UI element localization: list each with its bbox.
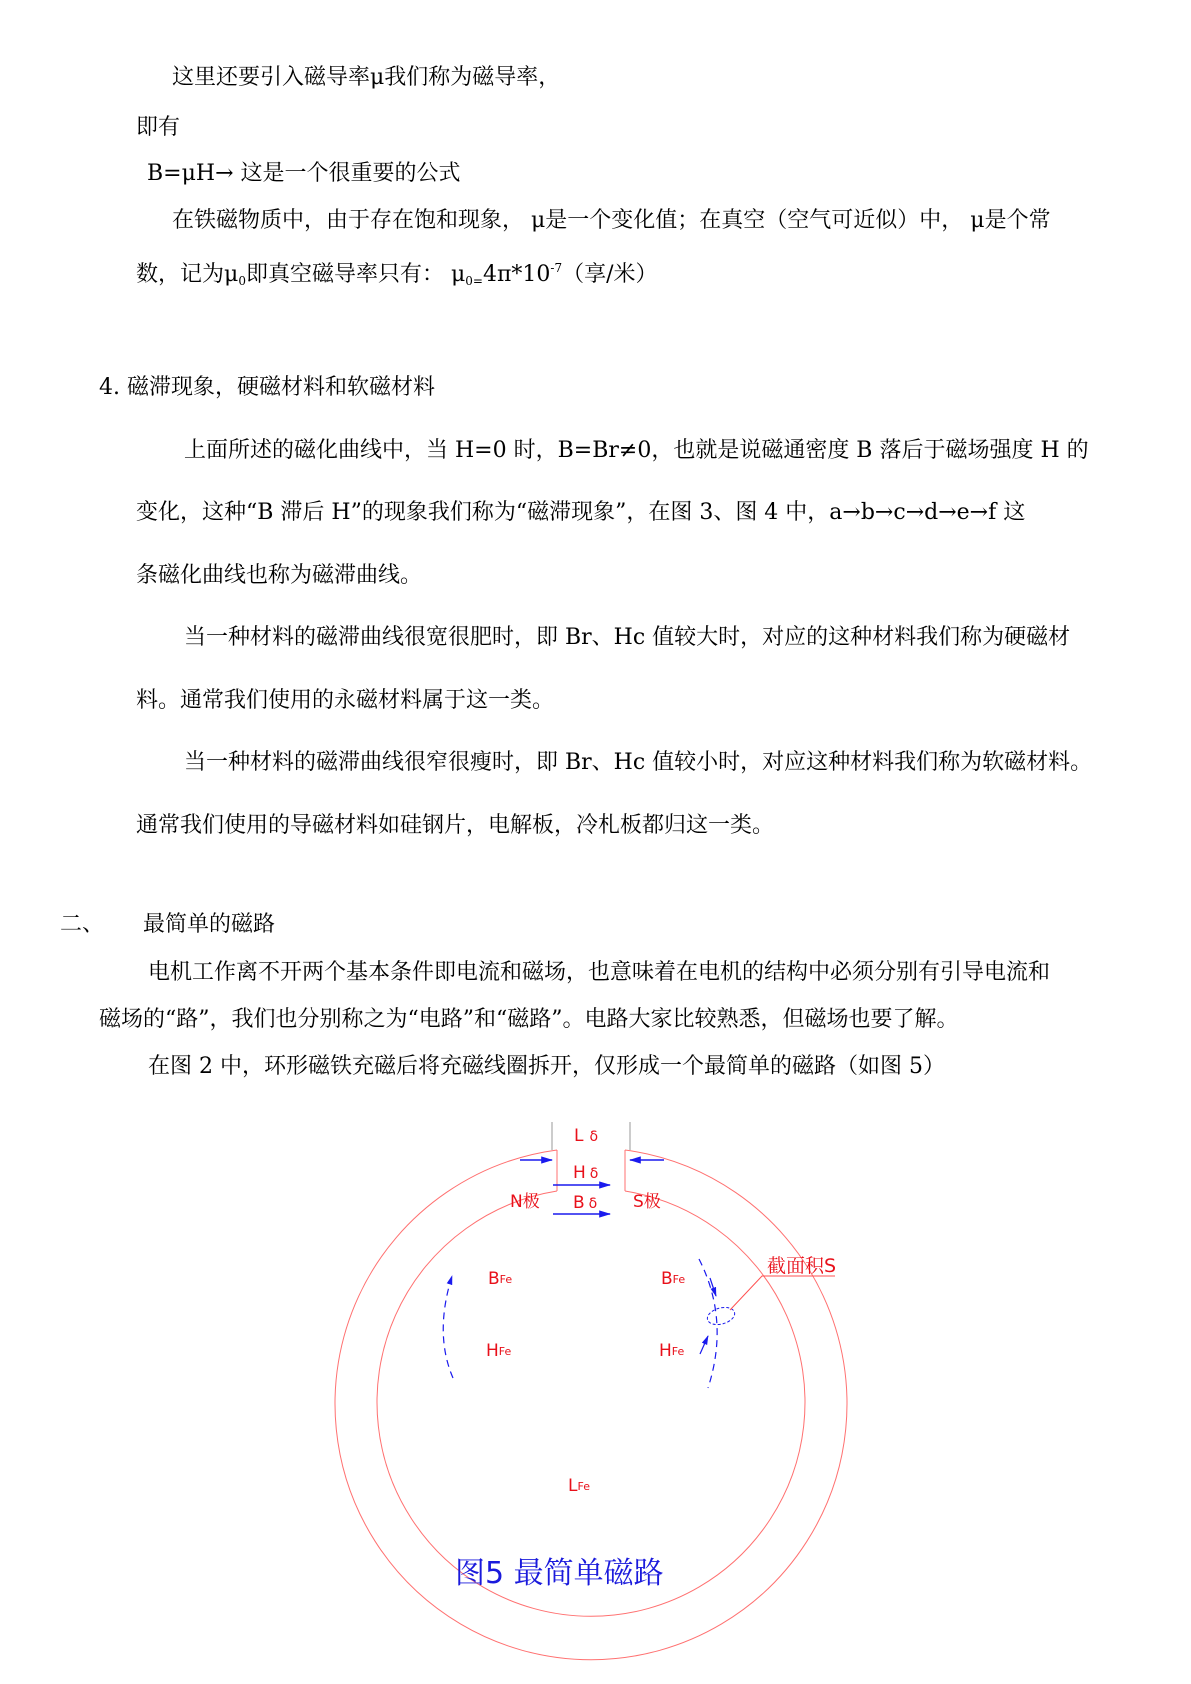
section4-line-4: 当一种材料的磁滞曲线很宽很肥时，即 Br、Hc 值较大时，对应的这种材料我们称为硬磁材 [184, 625, 1071, 650]
section4-line-6: 当一种材料的磁滞曲线很窄很瘦时，即 Br、Hc 值较小时，对应这种材料我们称为软磁材料。 [184, 750, 1093, 775]
label-h-fe-right: HFe [659, 1341, 685, 1361]
section4-line-1: 上面所述的磁化曲线中，当 H=0 时，B=Br≠0，也就是说磁通密度 B 落后于磁场强度 H 的 [184, 438, 1089, 463]
gap-lines [552, 1122, 630, 1191]
label-s-pole: S极 [633, 1192, 661, 1212]
subscript: 0 [238, 274, 246, 288]
section2-title: 最简单的磁路 [143, 912, 276, 937]
text-vacuum-permeability [136, 253, 658, 296]
label-h-delta: H δ [573, 1163, 599, 1183]
section2-line-2: 磁场的“路”，我们也分别称之为“电路”和“磁路”。电路大家比较熟悉，但磁场也要了解。 [99, 1007, 959, 1032]
subscript: 0= [465, 274, 483, 288]
label-b-delta: B δ [573, 1193, 598, 1213]
section2-line-3: 在图 2 中，环形磁铁充磁后将充磁线圈拆开，仅形成一个最简单的磁路（如图 5） [148, 1054, 945, 1079]
superscript: -7 [550, 261, 563, 275]
section4-line-7: 通常我们使用的导磁材料如硅钢片，电解板，冷札板都归这一类。 [136, 813, 775, 838]
label-l-delta: L δ [574, 1126, 599, 1146]
text-segment: 即真空磁导率只有： μ [245, 262, 466, 287]
label-cross-section: 截面积S [767, 1255, 837, 1277]
label-n-pole: N极 [510, 1192, 540, 1212]
section4-line-3: 条磁化曲线也称为磁滞曲线。 [136, 563, 423, 588]
section2-number: 二、 [60, 912, 105, 937]
label-b-fe-left: BFe [488, 1269, 513, 1289]
text-segment: 数，记为μ [136, 262, 239, 287]
text-segment: （享/米） [562, 262, 658, 287]
text-intro-permeability: 这里还要引入磁导率μ我们称为磁导率， [172, 65, 561, 90]
section4-line-2: 变化，这种“B 滞后 H”的现象我们称为“磁滞现象”，在图 3、图 4 中，a→b→c→d→e→f 这 [136, 500, 1026, 525]
label-h-fe-left: HFe [486, 1341, 512, 1361]
label-b-fe-right: BFe [661, 1269, 686, 1289]
text-namely: 即有 [136, 115, 181, 140]
label-l-fe: LFe [568, 1476, 590, 1496]
figure-caption: 图5 最简单磁路 [455, 1556, 664, 1591]
formula-line: B=μH→ 这是一个很重要的公式 [147, 161, 461, 186]
section4-line-5: 料。通常我们使用的永磁材料属于这一类。 [136, 688, 555, 713]
text-saturation: 在铁磁物质中，由于存在饱和现象， μ是一个变化值；在真空（空气可近似）中， μ是个常 [172, 208, 1051, 233]
section2-line-1: 电机工作离不开两个基本条件即电流和磁场，也意味着在电机的结构中必须分别有引导电流和 [148, 960, 1051, 985]
section4-heading: 4. 磁滞现象，硬磁材料和软磁材料 [99, 375, 435, 400]
cross-section-marker [705, 1276, 835, 1327]
flux-arrows-left [443, 1276, 453, 1378]
text-segment: 4π*10 [482, 262, 551, 287]
flux-arrows-right [699, 1259, 717, 1388]
